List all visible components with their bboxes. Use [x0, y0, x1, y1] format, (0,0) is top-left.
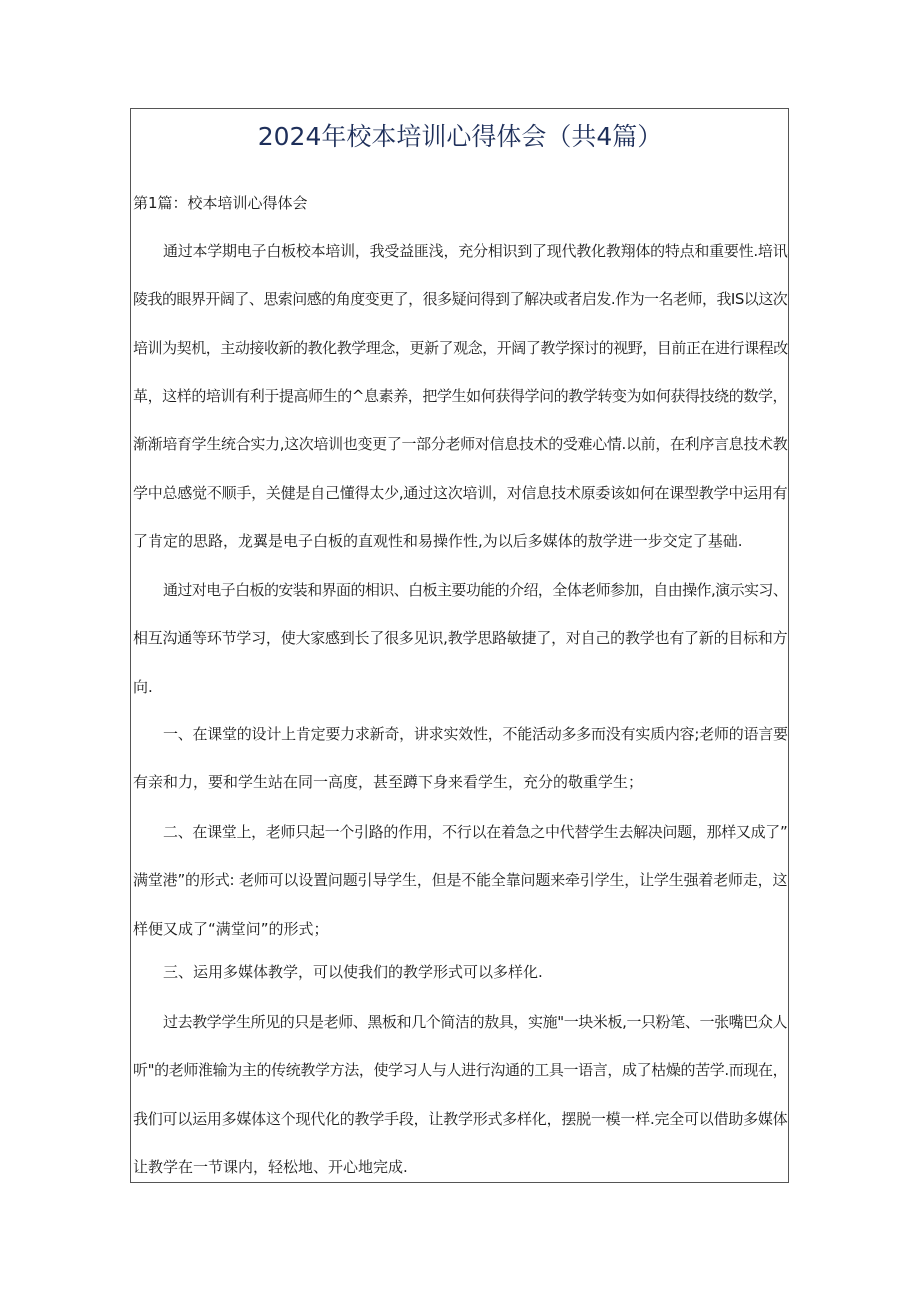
paragraph-line: 听"的老师淮输为主的传统教学方法，使学习人与人进行沟通的工具一语言，成了枯燥的苦学.而现在，	[133, 1061, 788, 1080]
paragraph-line: 了肯定的思路，龙翼是电子白板的直观性和易操作性,为以后多媒体的敖学进一步交定了基础.	[133, 531, 743, 550]
paragraph-line: 陵我的眼界开阔了、思索问感的角度变更了，很多疑问得到了解决或者启发.作为一名老师，我IS以这次	[133, 290, 788, 309]
paragraph-line: 革，这样的培训有利于提高师生的^息素养，把学生如何获得学问的教学转变为如何获得技绕的数学，	[133, 386, 788, 405]
paragraph-line: 通过对电子白板的安装和界面的相识、白板主要功能的介绍，全体老师参加，自由操作,演示实习、	[163, 581, 788, 599]
paragraph-line: 三、运用多媒体教学，可以使我们的教学形式可以多样化.	[163, 963, 543, 981]
paragraph-line: 样便又成了“满堂问”的形式；	[133, 919, 329, 938]
paragraph-line: 我们可以运用多媒体这个现代化的教学手段，让教学形式多样化，摆脱一模一样.完全可以借助多媒体	[133, 1109, 788, 1128]
paragraph-line: 一、在课堂的设计上肯定要力求新奇，讲求实效性，不能活动多多而没有实质内容;老师的语言要	[163, 725, 788, 743]
paragraph-line: 过去教学学生所见的只是老师、黑板和几个简洁的敖具，实施"一块米板,一只粉笔、一张嘴巴众人	[163, 1013, 788, 1031]
paragraph-line: 向.	[133, 677, 153, 696]
paragraph-line: 二、在课堂上，老师只起一个引路的作用，不行以在着急之中代替学生去解决问题，那样又成了”	[163, 823, 788, 841]
paragraph-line: 学中总感觉不顺手，关健是自己懂得太少,通过这次培训，对信息技术原委该如何在课型教学中运用有	[133, 483, 788, 502]
paragraph-line: 有亲和力，要和学生站在同一高度，甚至蹲下身来看学生，充分的敬重学生；	[133, 773, 644, 792]
paragraph-line: 让教学在一节课内，轻松地、开心地完成.	[133, 1157, 408, 1176]
section-heading: 第1篇：校本培训心得体会	[133, 194, 308, 212]
paragraph-line: 相互沟通等环节学习，使大家感到长了很多见识,教学思路敏捷了，对自己的教学也有了新的目标和方	[133, 629, 788, 648]
paragraph-line: 通过本学期电子白板校本培训，我受益匪浅，充分相识到了现代教化教翔体的特点和重要性.培讯	[163, 242, 788, 260]
paragraph-line: 培训为契机，主动接收新的教化教学理念，更新了观念，开阔了教学探讨的视野，目前正在进行课程改	[133, 338, 788, 357]
document-title: 2024年校本培训心得体会（共4篇）	[257, 122, 663, 151]
paragraph-line: 渐渐培育学生统合实力,这次培训也变更了一部分老师对信息技术的受难心情.以前，在利序言息技术教	[133, 435, 788, 454]
paragraph-line: 满堂港”的形式: 老师可以设置问题引导学生，但是不能全靠问题来牵引学生，让学生强着老师走，这	[133, 871, 788, 890]
